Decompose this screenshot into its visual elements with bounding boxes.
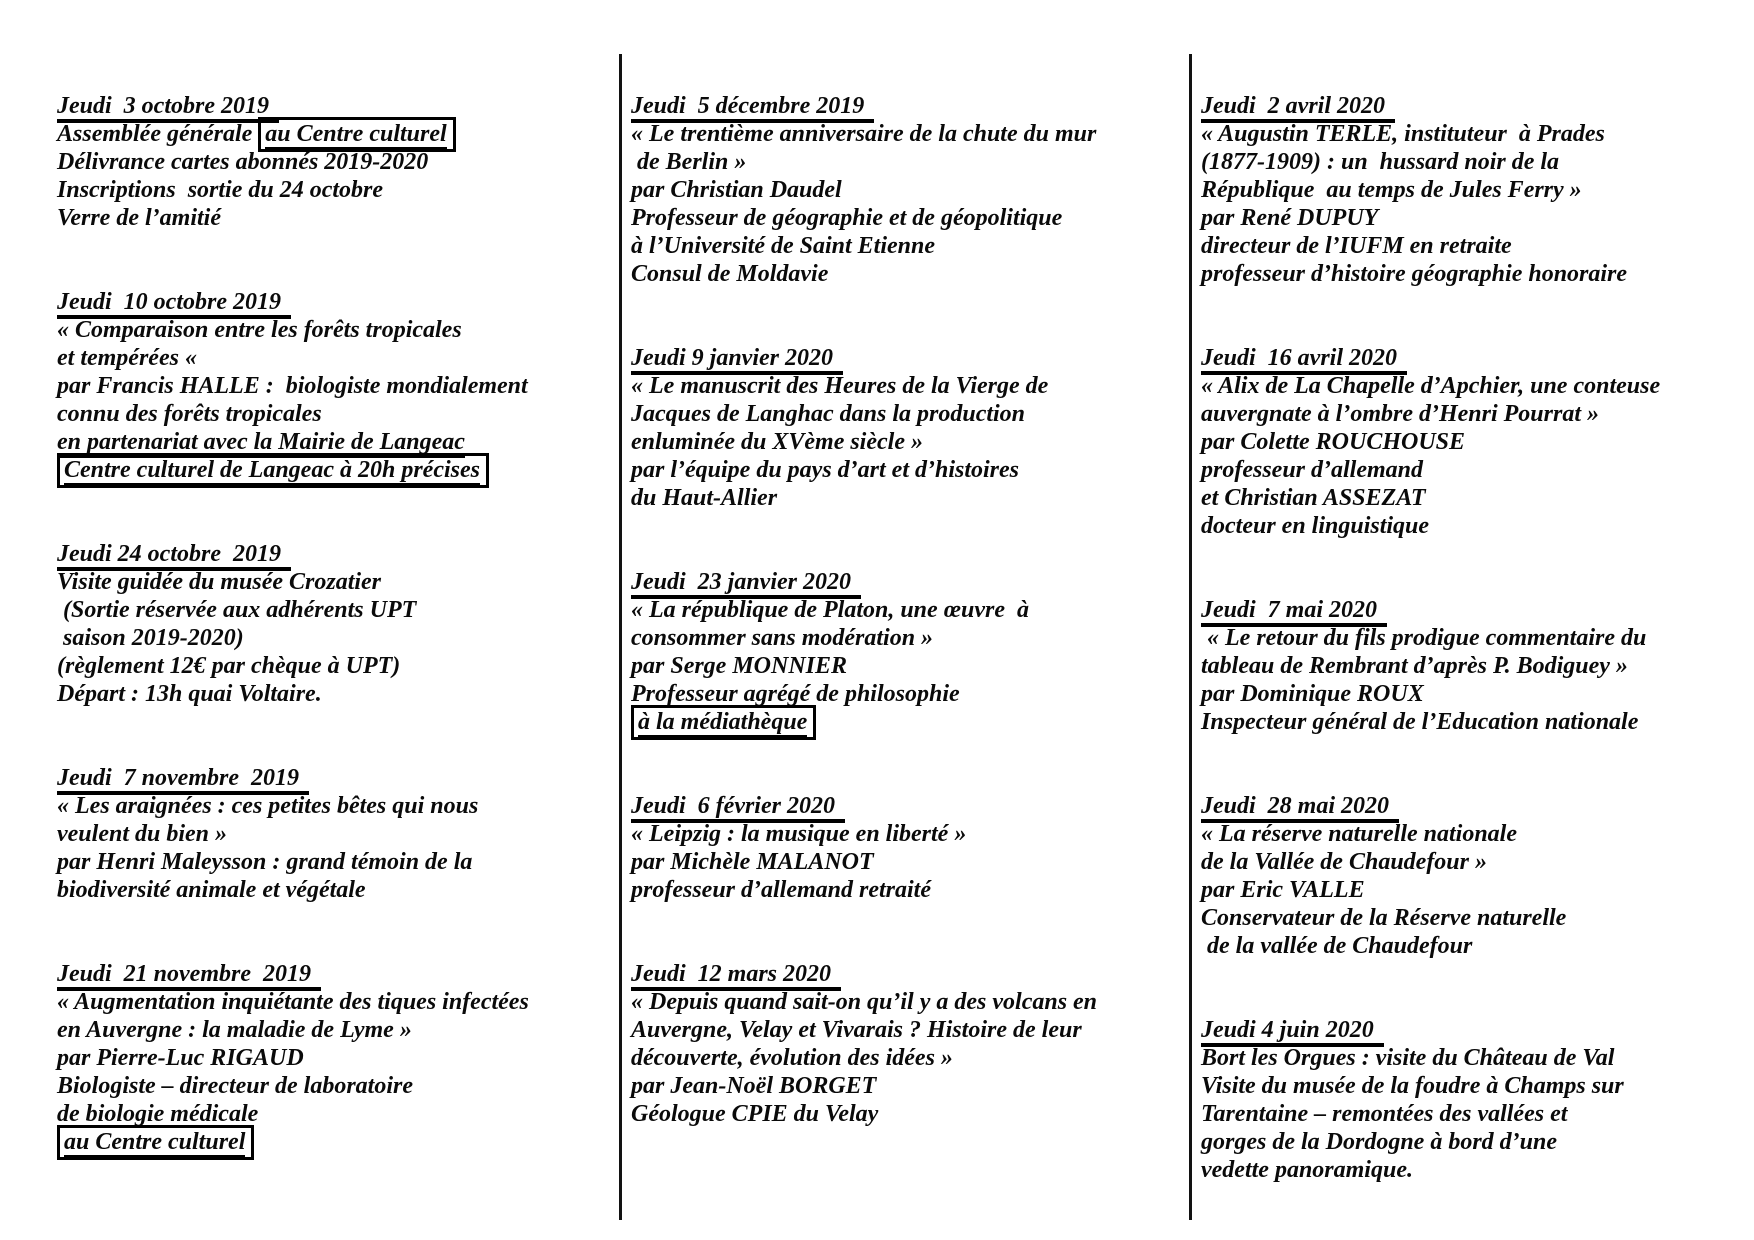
- event-line: « Les araignées : ces petites bêtes qui nous: [57, 793, 479, 819]
- event-line: (règlement 12€ par chèque à UPT): [57, 653, 401, 679]
- event-line: auvergnate à l’ombre d’Henri Pourrat »: [1201, 401, 1600, 427]
- event-date: [1201, 1016, 1751, 1044]
- boxed-location: [258, 117, 455, 152]
- event-date: [57, 540, 617, 568]
- event-block: [57, 540, 617, 708]
- column-divider-1: [619, 54, 622, 1220]
- event-line-text: Assemblée générale: [57, 121, 259, 147]
- event-line: par Henri Maleysson : grand témoin de la: [57, 849, 473, 875]
- event-line: Géologue CPIE du Velay: [631, 1101, 879, 1127]
- event-line: Visite guidée du musée Crozatier: [57, 569, 382, 595]
- event-line: « Le trentième anniversaire de la chute du mur: [631, 121, 1097, 147]
- event-line: « La république de Platon, une œuvre à: [631, 597, 1030, 623]
- event-line: Professeur agrégé de philosophie: [631, 681, 960, 707]
- event-block: [1201, 596, 1751, 736]
- event-date-text: Jeudi 5 décembre 2019: [631, 93, 874, 123]
- event-line: « Alix de La Chapelle d’Apchier, une conteuse: [1201, 373, 1661, 399]
- event-line: par Serge MONNIER: [631, 653, 848, 679]
- event-line: par l’équipe du pays d’art et d’histoires: [631, 457, 1019, 483]
- event-line: « Augmentation inquiétante des tiques infectées: [57, 989, 529, 1015]
- event-date-text: Jeudi 7 novembre 2019: [57, 765, 309, 795]
- event-line: [57, 120, 617, 148]
- boxed-location: [631, 705, 816, 740]
- event-line: biodiversité animale et végétale: [57, 877, 366, 903]
- event-line: [57, 1128, 617, 1156]
- event-line: [57, 428, 617, 456]
- event-date: [1201, 344, 1751, 372]
- event-line: Auvergne, Velay et Vivarais ? Histoire de leur: [631, 1017, 1082, 1043]
- event-block: [631, 792, 1187, 904]
- event-block: [57, 764, 617, 904]
- column-divider-2: [1189, 54, 1192, 1220]
- event-block: [1201, 792, 1751, 960]
- event-date-text: Jeudi 28 mai 2020: [1201, 793, 1399, 823]
- event-line: par Michèle MALANOT: [631, 849, 874, 875]
- event-line: Inscriptions sortie du 24 octobre: [57, 177, 384, 203]
- event-line: [631, 708, 1187, 736]
- event-line: découverte, évolution des idées »: [631, 1045, 953, 1071]
- column-1: [57, 92, 617, 1212]
- event-date: [1201, 596, 1751, 624]
- event-block: [631, 344, 1187, 512]
- event-line: du Haut-Allier: [631, 485, 778, 511]
- event-date: [631, 960, 1187, 988]
- event-date-text: Jeudi 2 avril 2020: [1201, 93, 1395, 123]
- event-line: « Le retour du fils prodigue commentaire du: [1201, 625, 1647, 651]
- event-line: Départ : 13h quai Voltaire.: [57, 681, 322, 707]
- event-line: Jacques de Langhac dans la production: [631, 401, 1026, 427]
- event-line: Professeur de géographie et de géopolitique: [631, 205, 1063, 231]
- event-block: [57, 92, 617, 232]
- event-line: Visite du musée de la foudre à Champs sur: [1201, 1073, 1624, 1099]
- event-line: « Comparaison entre les forêts tropicales: [57, 317, 462, 343]
- event-line: « Leipzig : la musique en liberté »: [631, 821, 967, 847]
- event-line: à l’Université de Saint Etienne: [631, 233, 936, 259]
- event-date-text: Jeudi 9 janvier 2020: [631, 345, 843, 375]
- event-line: directeur de l’IUFM en retraite: [1201, 233, 1512, 259]
- event-date-text: Jeudi 16 avril 2020: [1201, 345, 1407, 375]
- event-line: [57, 456, 617, 484]
- event-date: [57, 960, 617, 988]
- underlined-text: en partenariat avec la Mairie de Langeac: [57, 429, 465, 458]
- event-block: [1201, 92, 1751, 288]
- event-block: [1201, 1016, 1751, 1184]
- event-line: par Eric VALLE: [1201, 877, 1365, 903]
- event-line: Verre de l’amitié: [57, 205, 221, 231]
- event-line: de Berlin »: [631, 149, 747, 175]
- event-date: [631, 792, 1187, 820]
- event-line: gorges de la Dordogne à bord d’une: [1201, 1129, 1558, 1155]
- event-line: (1877-1909) : un hussard noir de la: [1201, 149, 1560, 175]
- event-line: Consul de Moldavie: [631, 261, 829, 287]
- event-date-text: Jeudi 12 mars 2020: [631, 961, 841, 991]
- event-date-text: Jeudi 3 octobre 2019: [57, 93, 279, 123]
- event-line: professeur d’histoire géographie honoraire: [1201, 261, 1628, 287]
- event-date: [1201, 792, 1751, 820]
- boxed-location-text: Centre culturel de Langeac à 20h précises: [64, 457, 480, 483]
- event-line: vedette panoramique.: [1201, 1157, 1413, 1183]
- event-line: par Pierre-Luc RIGAUD: [57, 1045, 304, 1071]
- event-date-text: Jeudi 10 octobre 2019: [57, 289, 291, 319]
- event-date-text: Jeudi 24 octobre 2019: [57, 541, 291, 571]
- event-line: République au temps de Jules Ferry »: [1201, 177, 1582, 203]
- event-line: Délivrance cartes abonnés 2019-2020: [57, 149, 429, 175]
- event-date-text: Jeudi 21 novembre 2019: [57, 961, 321, 991]
- event-line: « La réserve naturelle nationale: [1201, 821, 1517, 847]
- event-line: professeur d’allemand: [1201, 457, 1423, 483]
- event-line: « Depuis quand sait-on qu’il y a des volcans en: [631, 989, 1098, 1015]
- event-line: par Dominique ROUX: [1201, 681, 1424, 707]
- boxed-location: [57, 453, 489, 488]
- event-line: par Francis HALLE : biologiste mondialement: [57, 373, 528, 399]
- event-line: de la vallée de Chaudefour: [1201, 933, 1473, 959]
- event-block: [57, 960, 617, 1156]
- event-block: [631, 960, 1187, 1128]
- event-line: et tempérées «: [57, 345, 197, 371]
- event-date: [631, 344, 1187, 372]
- event-date-text: Jeudi 7 mai 2020: [1201, 597, 1387, 627]
- event-block: [631, 92, 1187, 288]
- event-line: de la Vallée de Chaudefour »: [1201, 849, 1487, 875]
- event-line: par Jean-Noël BORGET: [631, 1073, 877, 1099]
- column-2: [631, 92, 1187, 1184]
- event-line: (Sortie réservée aux adhérents UPT: [57, 597, 417, 623]
- event-line: enluminée du XVème siècle »: [631, 429, 923, 455]
- event-date: [631, 92, 1187, 120]
- event-date: [57, 92, 617, 120]
- event-date: [57, 764, 617, 792]
- column-3: [1201, 92, 1751, 1240]
- event-line: Inspecteur général de l’Education nationale: [1201, 709, 1639, 735]
- event-line: Bort les Orgues : visite du Château de Val: [1201, 1045, 1615, 1071]
- event-date: [1201, 92, 1751, 120]
- boxed-location-text: au Centre culturel: [265, 121, 447, 147]
- boxed-location-text: au Centre culturel: [64, 1129, 246, 1155]
- event-date-text: Jeudi 6 février 2020: [631, 793, 845, 823]
- event-date-text: Jeudi 23 janvier 2020: [631, 569, 861, 599]
- event-line: docteur en linguistique: [1201, 513, 1430, 539]
- event-line: « Augustin TERLE, instituteur à Prades: [1201, 121, 1605, 147]
- event-line: en Auvergne : la maladie de Lyme »: [57, 1017, 412, 1043]
- event-date: [631, 568, 1187, 596]
- event-block: [1201, 344, 1751, 540]
- event-line: par Colette ROUCHOUSE: [1201, 429, 1466, 455]
- event-line: de biologie médicale: [57, 1101, 259, 1127]
- event-line: et Christian ASSEZAT: [1201, 485, 1426, 511]
- event-line: veulent du bien »: [57, 821, 228, 847]
- event-line: consommer sans modération »: [631, 625, 934, 651]
- event-line: connu des forêts tropicales: [57, 401, 322, 427]
- event-date-text: Jeudi 4 juin 2020: [1201, 1017, 1384, 1047]
- boxed-location-text: à la médiathèque: [638, 709, 808, 735]
- event-line: « Le manuscrit des Heures de la Vierge de: [631, 373, 1049, 399]
- event-line: saison 2019-2020): [57, 625, 244, 651]
- event-line: Biologiste – directeur de laboratoire: [57, 1073, 413, 1099]
- boxed-location: [57, 1125, 254, 1160]
- event-date: [57, 288, 617, 316]
- event-line: Conservateur de la Réserve naturelle: [1201, 905, 1567, 931]
- event-line: professeur d’allemand retraité: [631, 877, 931, 903]
- event-line: Tarentaine – remontées des vallées et: [1201, 1101, 1568, 1127]
- event-line: par Christian Daudel: [631, 177, 842, 203]
- event-block: [631, 568, 1187, 736]
- event-block: [57, 288, 617, 484]
- event-line: par René DUPUY: [1201, 205, 1379, 231]
- event-line: tableau de Rembrant d’après P. Bodiguey »: [1201, 653, 1628, 679]
